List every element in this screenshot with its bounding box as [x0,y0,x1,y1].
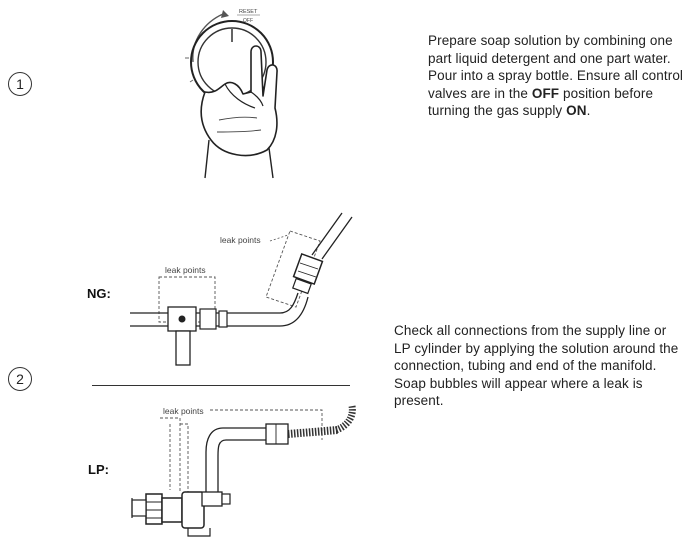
section-divider [92,385,350,386]
lp-connection-diagram [118,400,358,540]
on-emphasis: ON [566,103,587,119]
off-emphasis: OFF [531,85,560,101]
lp-leak-label: leak points [163,406,204,416]
knob-illustration [165,0,335,180]
lp-label: LP: [88,462,109,477]
step-1-description: Prepare soap solution by combining one part liquid detergent and one part water. Pour into a spray bottle. Ensure all control valves are in the OFF position before turning the gas supply ON. [428,33,684,119]
ng-label: NG: [87,286,111,301]
knob-label-reset: RESET [239,9,258,15]
step-2-description: Check all connections from the supply line or LP cylinder by applying the solution around the connection, tubing and end of the manifold. Soap bubbles will appear where a leak is present. [394,323,679,409]
step-2-number: 2 [8,367,32,391]
ng-leak-label-left: leak points [165,265,206,275]
ng-connection-diagram [120,205,380,380]
ng-leak-label-right: leak points [220,235,261,245]
knob-label-off: OFF [243,18,253,24]
step-1-number: 1 [8,72,32,96]
